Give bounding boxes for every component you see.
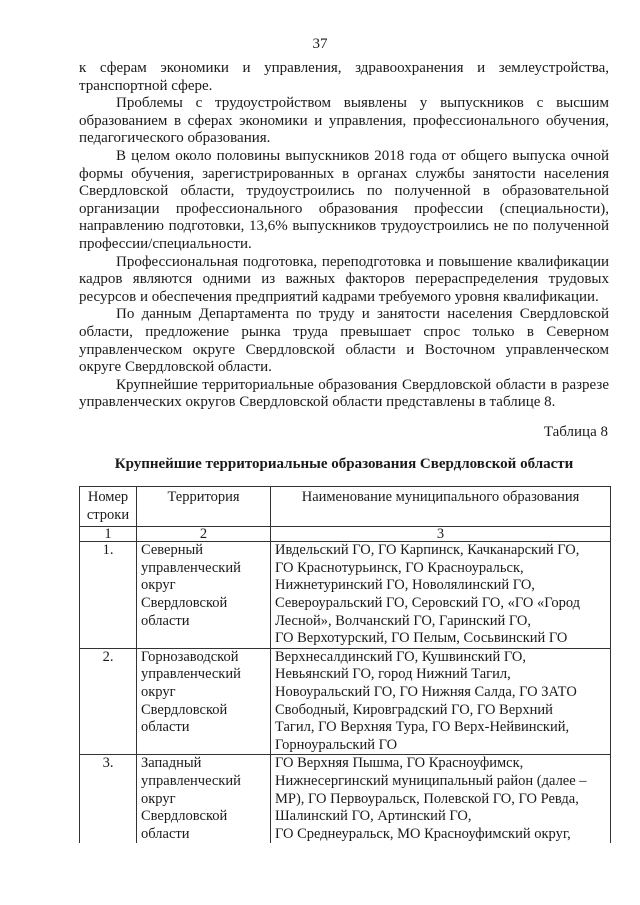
municipality-line: Новоуральский ГО, ГО Нижняя Салда, ГО ЗАТО	[275, 683, 577, 700]
territory-line: округ	[141, 577, 176, 594]
paragraph: Профессиональная подготовка, переподготовка и повышение квалификации кадров являются одними из важных факторов перераспределения трудовых ресурсов и обеспечения предприятий кадрами требуемого уровня квалификации.	[79, 253, 609, 305]
body-text	[79, 60, 609, 412]
territory-line: Свердловской	[141, 701, 228, 718]
municipality-line: Горноуральский ГО	[275, 736, 398, 753]
territory-line: Северный	[141, 542, 203, 559]
municipality-line: Нижнесергинский муниципальный район (далее –	[275, 772, 587, 789]
column-number: 3	[271, 527, 611, 542]
territory-cell	[137, 542, 271, 649]
municipality-line: ГО Краснотурьинск, ГО Красноуральск,	[275, 559, 524, 576]
row-number-cell: 2.	[80, 648, 137, 755]
paragraph: В целом около половины выпускников 2018 года от общего выпуска очной формы обучения, зарегистрированных в органах службы занятости населения Свердловской области, трудоустроились по полученной в образовательной организации профессионального образования профессии (специальности), направлению подготовки, 13,6% выпускников трудоустроились не по полученной профессии/специальности.	[79, 147, 609, 252]
table-body	[80, 542, 611, 844]
municipality-cell	[271, 542, 611, 649]
territory-line: округ	[141, 683, 176, 700]
municipalities-table	[79, 486, 611, 843]
table-caption: Таблица 8	[543, 424, 608, 440]
territory-cell	[137, 648, 271, 755]
territory-line: Свердловской	[141, 594, 228, 611]
territory-line: Западный	[141, 755, 202, 772]
municipality-line: Невьянский ГО, город Нижний Тагил,	[275, 666, 511, 683]
header-municipality: Наименование муниципального образования	[271, 487, 611, 527]
header-territory: Территория	[137, 487, 271, 527]
municipality-line: Шалинский ГО, Артинский ГО,	[275, 808, 472, 825]
territory-line: управленческий	[141, 559, 241, 576]
municipality-line: МР), ГО Первоуральск, Полевской ГО, ГО Ревда,	[275, 790, 579, 807]
municipality-cell	[271, 648, 611, 755]
municipality-line: Свободный, Кировградский ГО, ГО Верхний	[275, 701, 553, 718]
table-header-row	[80, 487, 611, 527]
territory-line: округ	[141, 790, 176, 807]
municipality-line: Североуральский ГО, Серовский ГО, «ГО «Город	[275, 594, 581, 611]
territory-line: области	[141, 612, 190, 629]
paragraph: По данным Департамента по труду и занятости населения Свердловской области, предложение рынка труда превышает спрос только в Северном управленческом округе Свердловской области и Восточном управленческом округе Свердловской области.	[79, 306, 609, 376]
territory-line: Свердловской	[141, 808, 228, 825]
table-column-numbers-row	[80, 527, 611, 542]
municipality-line: Верхнесалдинский ГО, Кушвинский ГО,	[275, 648, 526, 665]
municipality-line: Ивдельский ГО, ГО Карпинск, Качканарский ГО,	[275, 542, 580, 559]
row-number-cell: 1.	[80, 542, 137, 649]
municipality-line: ГО Верхотурский, ГО Пелым, Сосьвинский ГО	[275, 630, 568, 647]
paragraph: к сферам экономики и управления, здравоохранения и землеустройства, транспортной сфере.	[79, 60, 609, 94]
column-number: 2	[137, 527, 271, 542]
municipality-line: Лесной», Волчанский ГО, Гаринский ГО,	[275, 612, 532, 629]
header-row-number: Номер строки	[80, 487, 137, 527]
municipality-line: ГО Среднеуральск, МО Красноуфимский округ,	[275, 825, 571, 842]
paragraph: Проблемы с трудоустройством выявлены у выпускников с высшим образованием в сферах экономики и управления, профессионального обучения, педагогического образования.	[79, 95, 609, 147]
municipality-line: Нижнетуринский ГО, Новолялинский ГО,	[275, 577, 535, 594]
table-row	[80, 542, 611, 649]
territory-cell	[137, 755, 271, 843]
municipality-line: ГО Верхняя Пышма, ГО Красноуфимск,	[275, 755, 524, 772]
page-number: 37	[312, 36, 328, 52]
table-row	[80, 648, 611, 755]
municipality-line: Тагил, ГО Верхняя Тура, ГО Верх-Нейвинский,	[275, 719, 570, 736]
territory-line: области	[141, 825, 190, 842]
territory-line: Горнозаводской	[141, 648, 239, 665]
territory-line: управленческий	[141, 666, 241, 683]
municipality-cell	[271, 755, 611, 843]
row-number-cell: 3.	[80, 755, 137, 843]
territory-line: управленческий	[141, 772, 241, 789]
table-title: Крупнейшие территориальные образования Свердловской области	[114, 456, 574, 472]
paragraph: Крупнейшие территориальные образования Свердловской области в разрезе управленческих округов Свердловской области представлены в таблице 8.	[79, 376, 609, 411]
table-row	[80, 755, 611, 843]
territory-line: области	[141, 719, 190, 736]
column-number: 1	[80, 527, 137, 542]
